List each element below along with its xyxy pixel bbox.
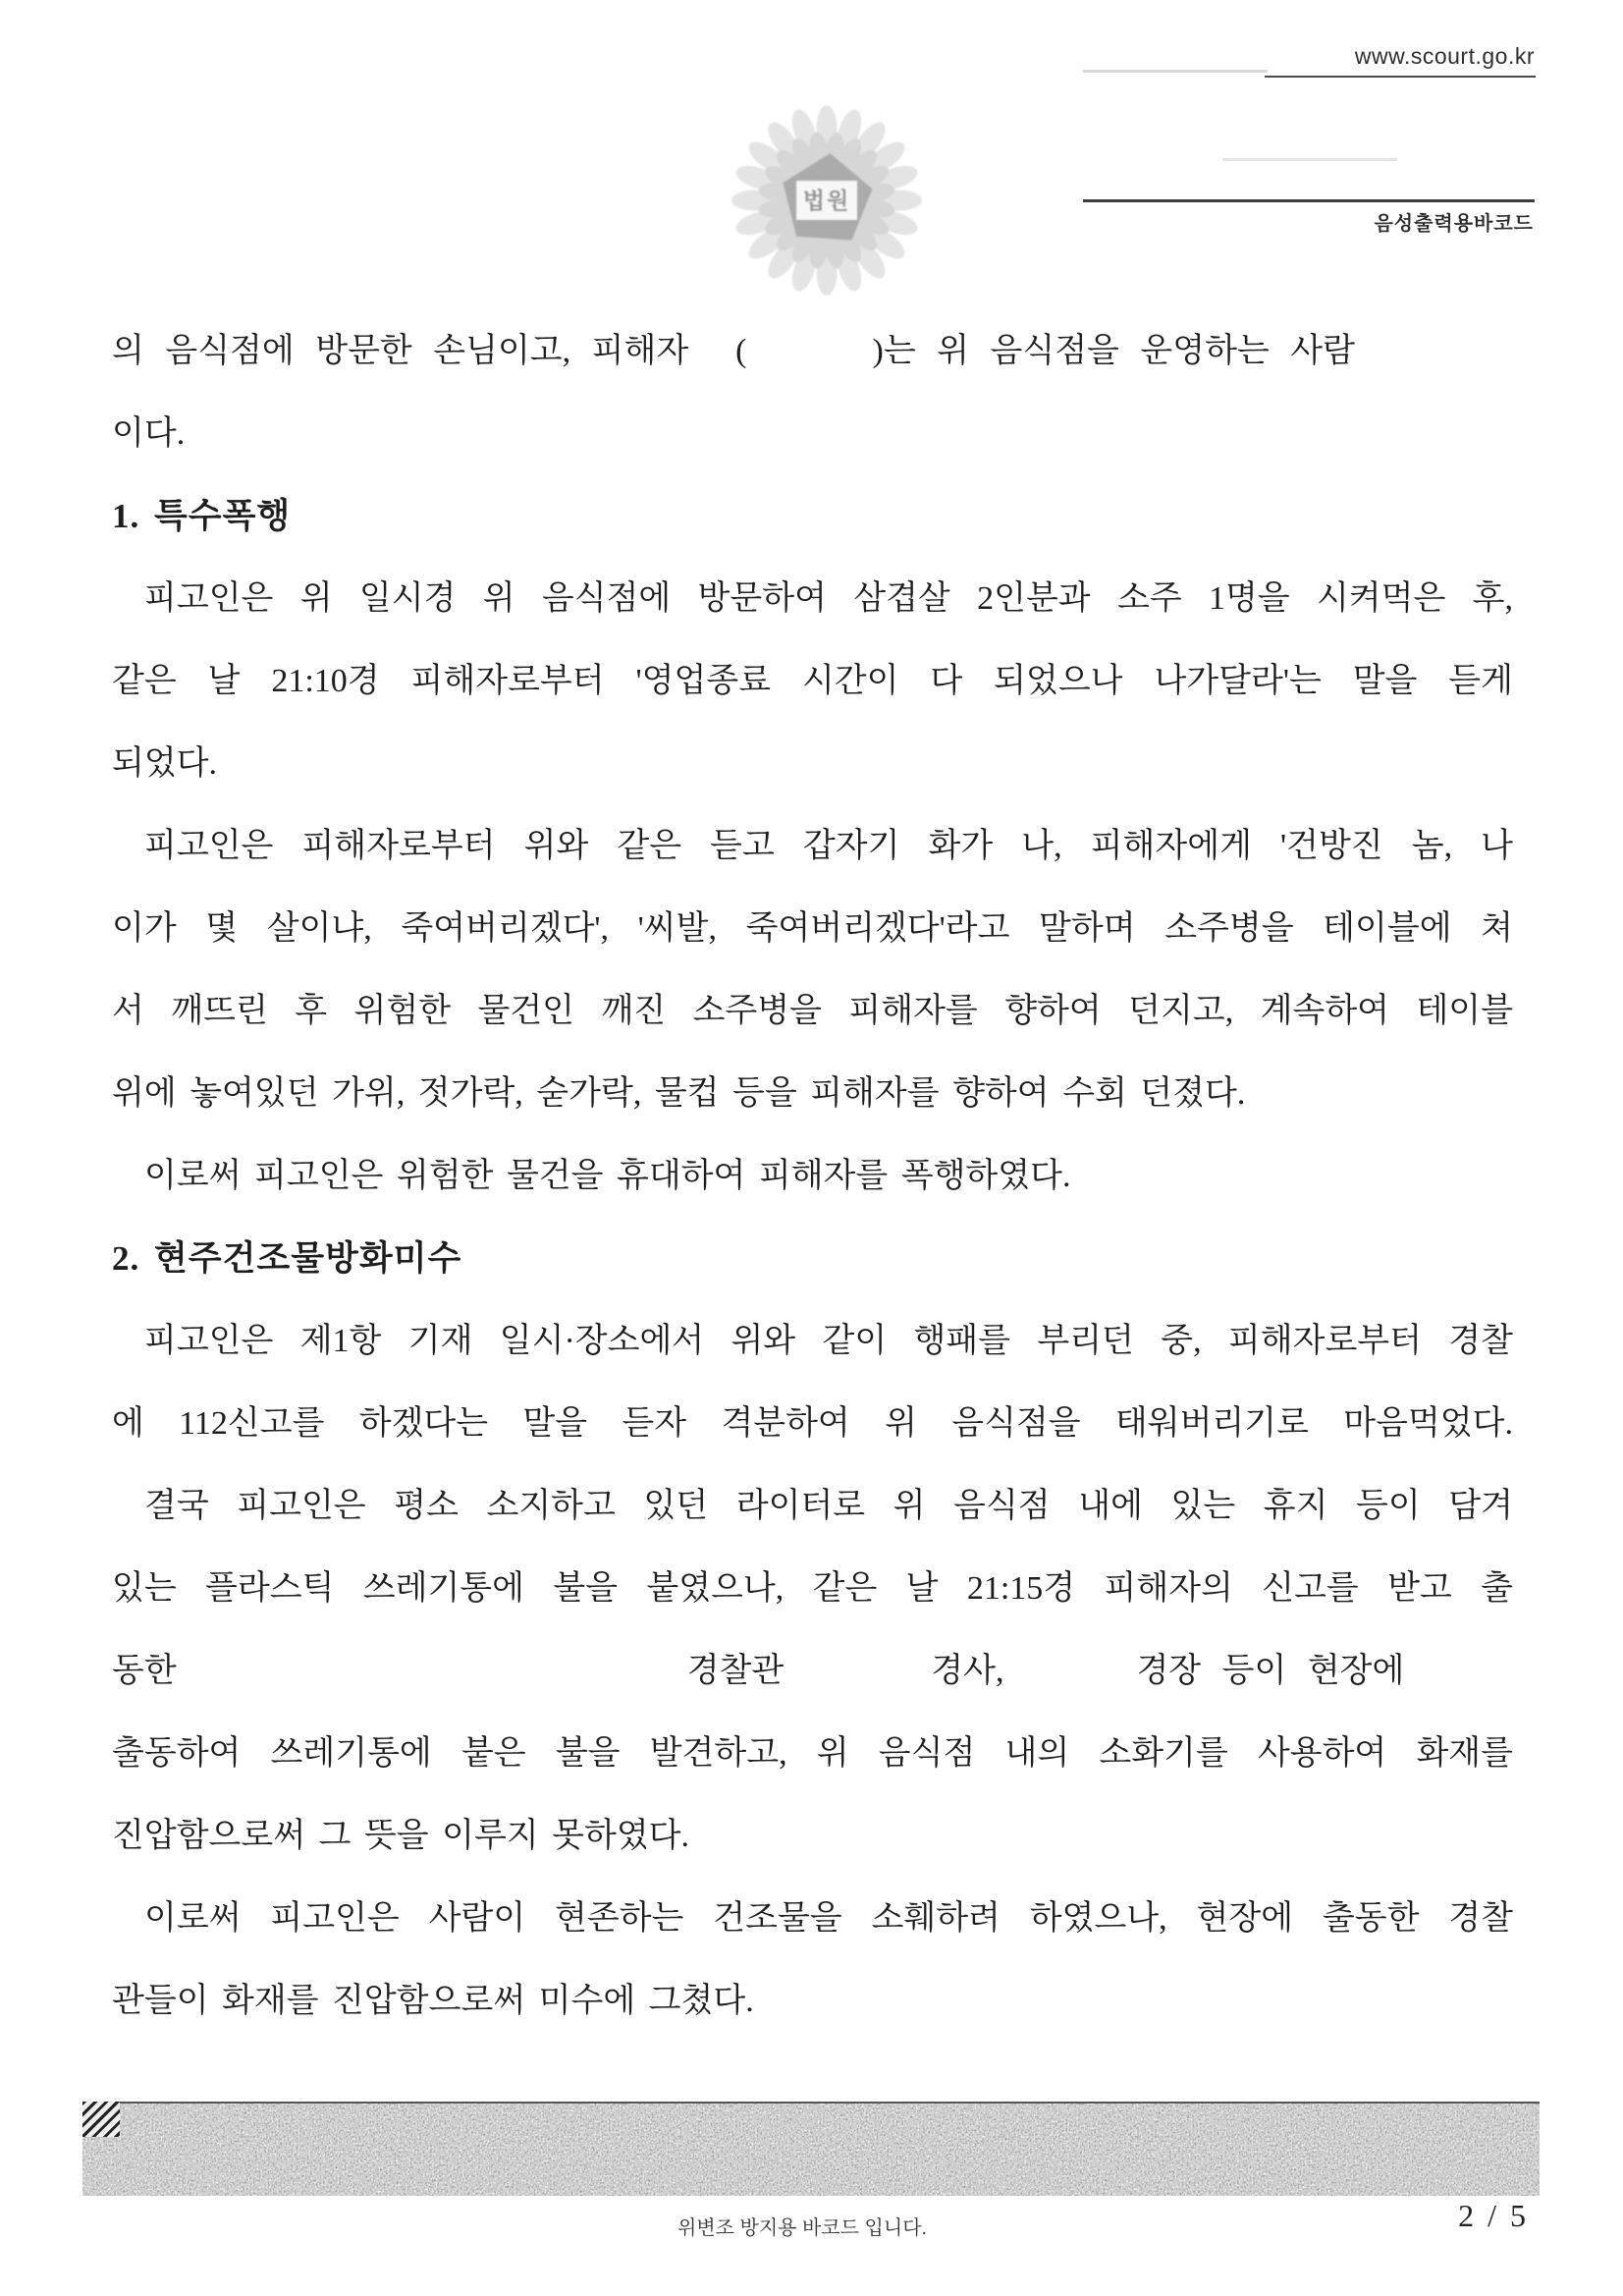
line-segment: 동한 (112, 1653, 177, 1689)
line-segment: )는 위 음식점을 운영하는 사람 (872, 333, 1355, 369)
body-line: 있는 플라스틱 쓰레기통에 불을 붙였으나, 같은 날 21:15경 피해자의 신고를 받고 출 (112, 1570, 1513, 1607)
body-line: 되었다. (112, 745, 218, 782)
court-seal-watermark (720, 100, 934, 297)
court-seal-icon (720, 100, 934, 297)
body-line: 위에 놓여있던 가위, 젓가락, 숟가락, 물컵 등을 피해자를 향하여 수회 던졌다. (112, 1075, 1246, 1112)
anti-forgery-barcode (82, 2102, 1540, 2198)
body-line: 이다. (112, 415, 186, 452)
line-segment: 경장 등이 현장에 (1136, 1653, 1405, 1689)
page-number: 2 / 5 (1458, 2198, 1529, 2233)
barcode-caption: 위변조 방지용 바코드 입니다. (677, 2217, 928, 2239)
court-website-url: www.scourt.go.kr (1354, 43, 1535, 69)
seal-text: 법원 (802, 188, 851, 213)
body-line: 출동하여 쓰레기통에 붙은 불을 발견하고, 위 음식점 내의 소화기를 사용하여 화재를 (112, 1735, 1513, 1772)
body-line: 진압함으로써 그 뜻을 이루지 못하였다. (112, 1818, 690, 1854)
redacted-paren-open: ( (735, 333, 747, 369)
body-line: 피고인은 제1항 기재 일시·장소에서 위와 같이 행패를 부리던 중, 피해자로부터 경찰 (144, 1323, 1513, 1359)
barcode-noise (82, 2104, 1540, 2196)
body-line (112, 310, 1513, 393)
body-line: 같은 날 21:10경 피해자로부터 '영업종료 시간이 다 되었으나 나가달라'는 말을 듣게 (112, 663, 1513, 699)
charging-facts-text (112, 310, 1513, 2043)
body-line: 피고인은 피해자로부터 위와 같은 듣고 갑자기 화가 나, 피해자에게 '건방진 놈, 나 (144, 828, 1513, 864)
line-segment: 의 음식점에 방문한 손님이고, 피해자 (112, 333, 689, 369)
scan-artifact-line (1083, 70, 1268, 73)
body-line: 이가 몇 살이냐, 죽여버리겠다', '씨발, 죽여버리겠다'라고 말하며 소주병을 테이블에 쳐 (112, 910, 1513, 947)
url-underline (1265, 76, 1536, 78)
body-line: 에 112신고를 하겠다는 말을 듣자 격분하여 위 음식점을 태워버리기로 마음먹었다. (112, 1405, 1513, 1442)
barcode-hatch-corner (82, 2102, 120, 2137)
body-line-redacted-officers (112, 1630, 1513, 1713)
voice-barcode-rule (1083, 199, 1535, 202)
scan-artifact-line (1222, 158, 1397, 161)
line-segment: 경찰관 (686, 1653, 784, 1689)
body-line: 관들이 화재를 진압함으로써 미수에 그쳤다. (112, 1983, 754, 2019)
section-heading-special-assault: 1. 특수폭행 (112, 497, 292, 535)
body-line: 서 깨뜨린 후 위험한 물건인 깨진 소주병을 피해자를 향하여 던지고, 계속하여 테이블 (112, 993, 1513, 1029)
body-line: 이로써 피고인은 사람이 현존하는 건조물을 소훼하려 하였으나, 현장에 출동한 경찰 (144, 1900, 1513, 1937)
body-line: 피고인은 위 일시경 위 음식점에 방문하여 삼겹살 2인분과 소주 1명을 시켜먹은 후, (144, 580, 1513, 617)
body-line: 이로써 피고인은 위험한 물건을 휴대하여 피해자를 폭행하였다. (144, 1158, 1071, 1194)
voice-barcode-label: 음성출력용바코드 (1374, 213, 1534, 235)
body-line: 결국 피고인은 평소 소지하고 있던 라이터로 위 음식점 내에 있는 휴지 등이 담겨 (144, 1488, 1513, 1524)
section-heading-attempted-arson: 2. 현주건조물방화미수 (112, 1239, 462, 1278)
line-segment: 경사, (931, 1653, 1004, 1689)
